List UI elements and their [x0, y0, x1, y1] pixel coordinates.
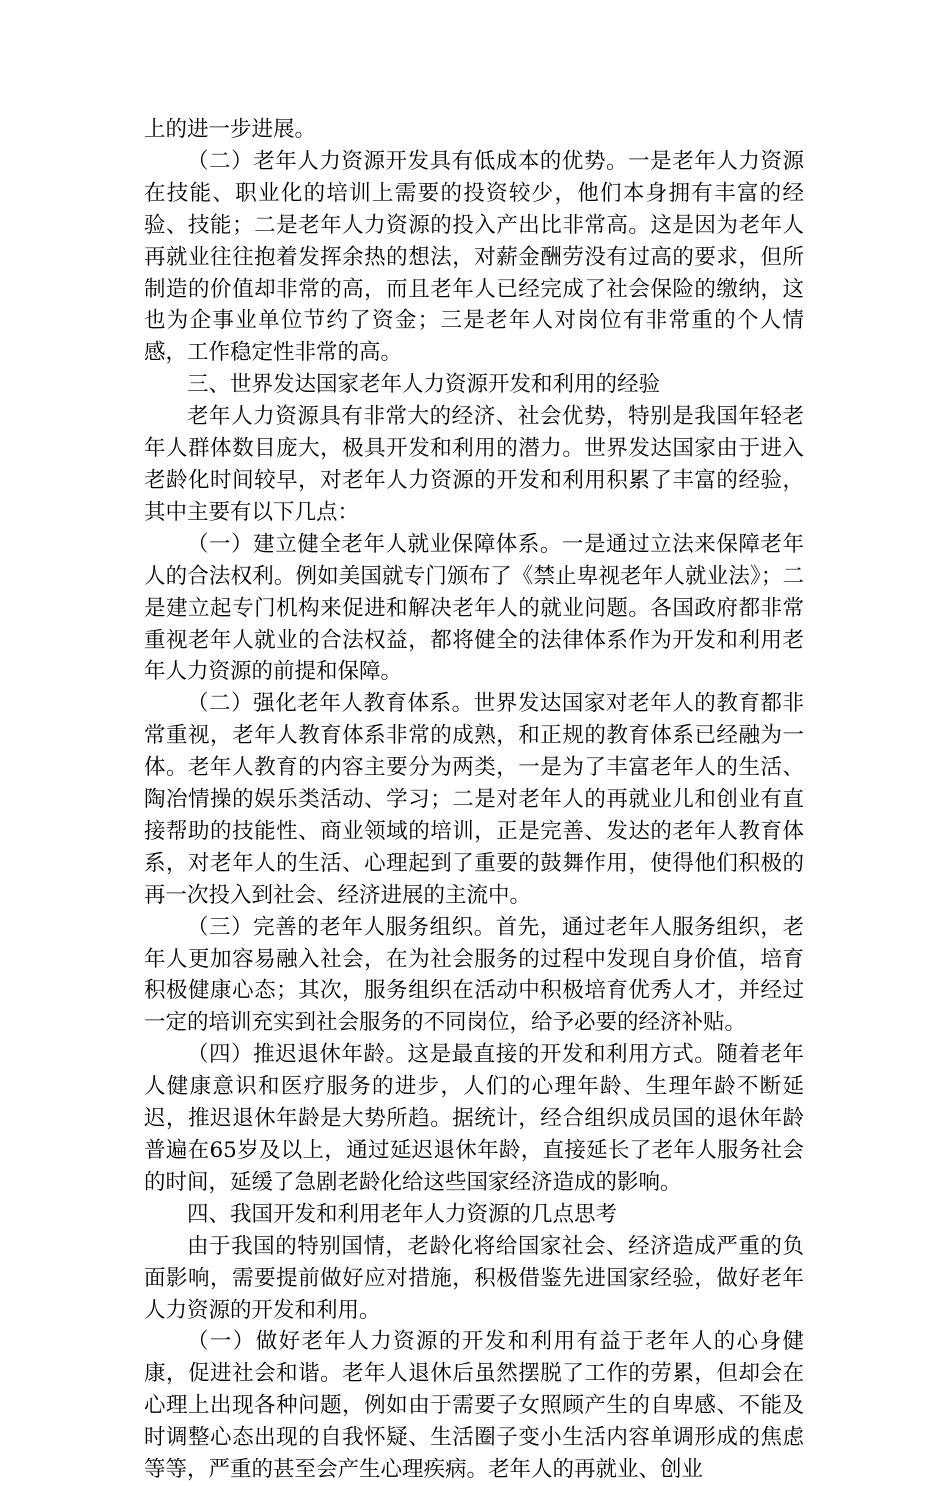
section-heading-3: 三、世界发达国家老年人力资源开发和利用的经验 — [187, 372, 661, 398]
paragraph-health-harmony: （一）做好老年人力资源的开发和利用有益于老年人的心身健康，促进社会和谐。老年人退休后虽然摆脱了工作的劳累，但却会在心理上出现各种问题，例如由于需要子女照顾产生的自卑感、不能及时调整心态出现的自我怀疑、生活圈子变小生活内容单调形成的焦虑等等，严重的甚至会产生心理疾病。老年人的再就业、创业 — [144, 1329, 804, 1483]
paragraph-continuation: 上的进一步进展。 — [144, 117, 317, 142]
section-heading-4: 四、我国开发和利用老年人力资源的几点思考 — [187, 1201, 618, 1227]
paragraph-employment-security: （一）建立健全老年人就业保障体系。一是通过立法来保障老年人的合法权利。例如美国就专门颁布了《禁止卑视老年人就业法》；二是建立起专门机构来促进和解决老年人的就业问题。各国政府都非常重视老年人就业的合法权益，都将健全的法律体系作为开发和利用老年人力资源的前提和保障。 — [144, 531, 804, 685]
paragraph-section-4-intro: 由于我国的特别国情，老龄化将给国家社会、经济造成严重的负面影响，需要提前做好应对措施，积极借鉴先进国家经验，做好老年人力资源的开发和利用。 — [144, 1233, 804, 1323]
paragraph-service-organizations: （三）完善的老年人服务组织。首先，通过老年人服务组织，老年人更加容易融入社会，在为社会服务的过程中发现自身价值，培育积极健康心态；其次，服务组织在活动中积极培育优秀人才，并经过一定的培训充实到社会服务的不同岗位，给予必要的经济补贴。 — [144, 914, 804, 1036]
paragraph-low-cost-advantage: （二）老年人力资源开发具有低成本的优势。一是老年人力资源在技能、职业化的培训上需要的投资较少，他们本身拥有丰富的经验、技能；二是老年人力资源的投入产出比非常高。这是因为老年人再就业往往抱着发挥余热的想法，对薪金酬劳没有过高的要求，但所制造的价值却非常的高，而且老年人已经完成了社会保险的缴纳，这也为企事业单位节约了资金；三是老年人对岗位有非常重的个人情感，工作稳定性非常的高。 — [144, 148, 804, 366]
paragraph-education-system: （二）强化老年人教育体系。世界发达国家对老年人的教育都非常重视，老年人教育体系非常的成熟，和正规的教育体系已经融为一体。老年人教育的内容主要分为两类，一是为了丰富老年人的生活、陶冶情操的娱乐类活动、学习；二是对老年人的再就业儿和创业有直接帮助的技能性、商业领域的培训，正是完善、发达的老年人教育体系，对老年人的生活、心理起到了重要的鼓舞作用，使得他们积极的再一次投入到社会、经济进展的主流中。 — [144, 691, 804, 908]
paragraph-retirement-age: （四）推迟退休年龄。这是最直接的开发和利用方式。随着老年人健康意识和医疗服务的进步，人们的心理年龄、生理年龄不断延迟，推迟退休年龄是大势所趋。据统计，经合组织成员国的退休年龄普遍在65岁及以上，通过延迟退休年龄，直接延长了老年人服务社会的时间，延缓了急剧老龄化给这些国家经济造成的影响。 — [144, 1042, 804, 1195]
body-text — [144, 114, 804, 1486]
paragraph-section-3-intro: 老年人力资源具有非常大的经济、社会优势，特别是我国年轻老年人群体数目庞大，极具开发和利用的潜力。世界发达国家由于进入老龄化时间较早，对老年人力资源的开发和利用积累了丰富的经验，其中主要有以下几点： — [144, 404, 804, 525]
